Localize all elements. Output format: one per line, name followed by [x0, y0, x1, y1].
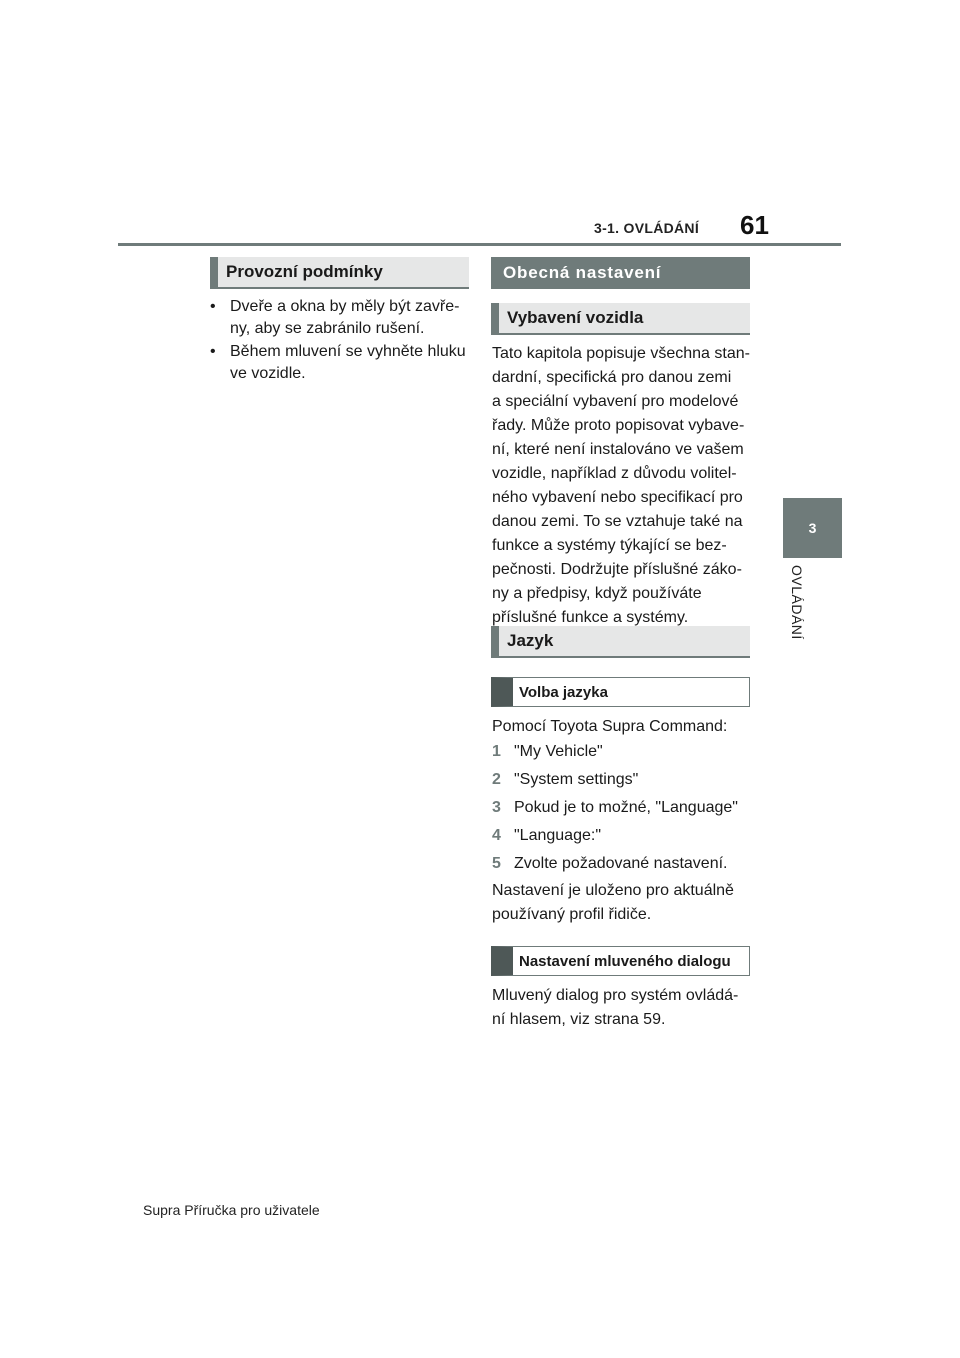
bullet-dot: • [210, 298, 216, 315]
step-text: Zvolte požadované nastavení. [514, 855, 728, 872]
step-number: 5 [492, 855, 501, 872]
subheading-nastaveni-mluveneho-dialogu [491, 946, 750, 976]
step-text: Pokud je to možné, "Language" [514, 799, 738, 816]
chapter-vertical-title: OVLÁDÁNÍ [789, 565, 805, 640]
text-line: danou zemi. To se vztahuje také na [492, 513, 743, 530]
bullet-dot: • [210, 343, 216, 360]
footer-manual-title: Supra Příručka pro uživatele [143, 1202, 320, 1218]
chapter-tab [783, 498, 842, 558]
bullet-text: Dveře a okna by měly být zavře-ny, aby se zabránilo rušení. [230, 298, 460, 337]
page-number: 61 [740, 210, 769, 240]
text-line: pečnosti. Dodržujte příslušné záko- [492, 561, 742, 578]
text-line: funkce a systémy týkající se bez- [492, 537, 727, 554]
subheading-volba-jazyka [491, 677, 750, 707]
heading-jazyk [491, 626, 750, 658]
step-number: 4 [492, 827, 501, 844]
text-line: a speciální vybavení pro modelové [492, 393, 739, 410]
text-line: dardní, specifická pro danou zemi [492, 369, 732, 386]
heading-vybaveni-vozidla [491, 303, 750, 335]
step-item [492, 741, 603, 762]
text-line: příslušné funkce a systémy. [492, 609, 689, 626]
step-item [492, 769, 638, 790]
paragraph-vybaveni [492, 342, 762, 630]
text-line: ní, které není instalováno ve vašem [492, 441, 744, 458]
heading-provozni-podminky [210, 257, 469, 289]
note-profile [492, 879, 762, 927]
text-line: používaný profil řidiče. [492, 906, 652, 923]
section-title-text: Obecná nastavení [503, 263, 662, 282]
text-line: Nastavení je uloženo pro aktuálně [492, 882, 734, 899]
section-title-obecna-nastaveni [491, 257, 750, 289]
step-item [492, 797, 738, 818]
step-text: "My Vehicle" [514, 743, 603, 760]
text-line: ného vybavení nebo specifikací pro [492, 489, 743, 506]
step-number: 1 [492, 743, 501, 760]
text-line: řady. Může proto popisovat vybave- [492, 417, 745, 434]
text-line: vozidle, například z důvodu volitel- [492, 465, 737, 482]
text-line: ní hlasem, viz strana 59. [492, 1011, 666, 1028]
text-line: Mluvený dialog pro systém ovládá- [492, 987, 739, 1004]
heading-text: Provozní podmínky [226, 262, 383, 281]
bullet-text: Během mluvení se vyhněte hluku ve vozidle. [230, 343, 466, 382]
text-line: ny a předpisy, když používáte [492, 585, 702, 602]
step-number: 2 [492, 771, 501, 788]
running-header-section: 3-1. OVLÁDÁNÍ [594, 220, 700, 236]
bullet-item [210, 296, 472, 339]
heading-text: Vybavení vozidla [507, 308, 644, 327]
subheading-text: Nastavení mluveného dialogu [519, 952, 731, 970]
step-text: "Language:" [514, 827, 601, 844]
step-item [492, 853, 727, 874]
step-number: 3 [492, 799, 501, 816]
steps-intro: Pomocí Toyota Supra Command: [492, 718, 728, 735]
step-item [492, 825, 601, 846]
step-text: "System settings" [514, 771, 639, 788]
header-rule [118, 243, 841, 246]
subheading-text: Volba jazyka [519, 683, 608, 701]
text-line: Tato kapitola popisuje všechna stan- [492, 345, 750, 362]
bullet-item [210, 341, 472, 384]
chapter-number: 3 [808, 520, 817, 536]
paragraph-mluveny-dialog [492, 984, 762, 1032]
heading-text: Jazyk [507, 631, 554, 650]
